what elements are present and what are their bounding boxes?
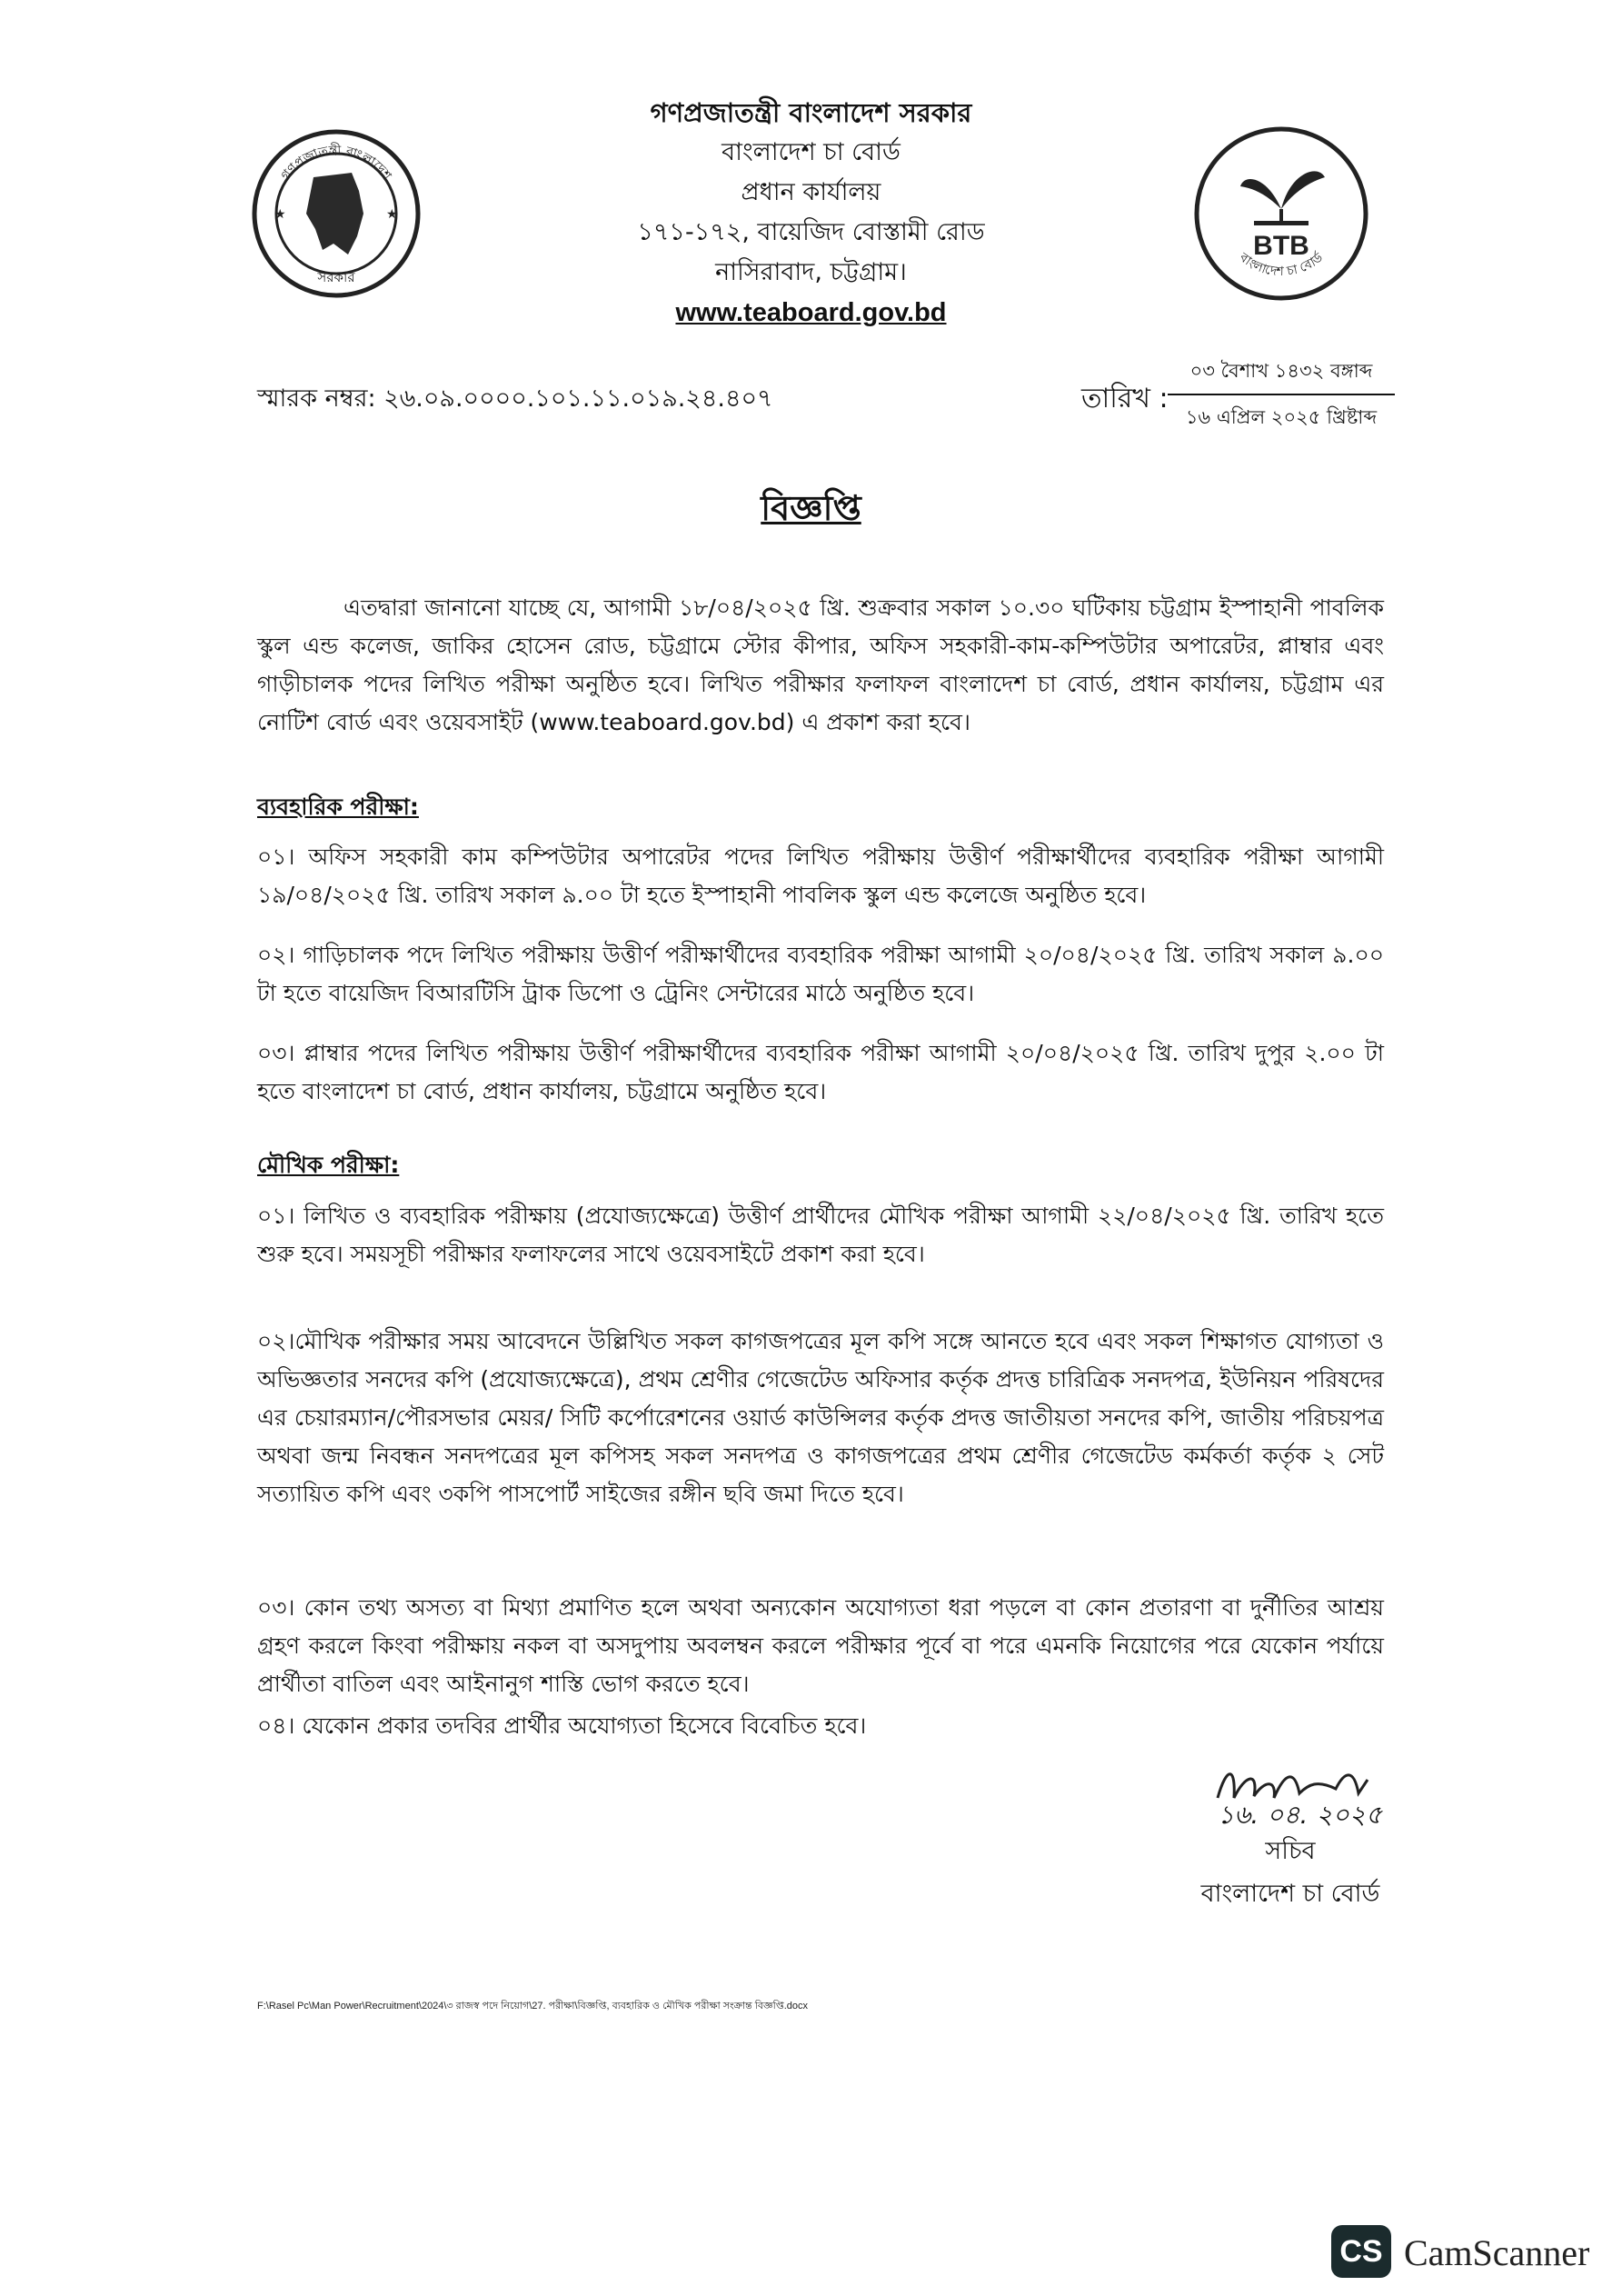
viva-item-4: ০৪। যেকোন প্রকার তদবির প্রার্থীর অযোগ্যতা হিসেবে বিবেচিত হবে। — [257, 1712, 867, 1739]
practical-item-1: ০১। অফিস সহকারী কাম কম্পিউটার অপারেটর পদের লিখিত পরীক্ষায় উত্তীর্ণ পরীক্ষার্থীদের ব্যবহারিক পরীক্ষা আগামী ১৯/০৪/২০২৫ খ্রি. তারিখ সকাল ৯.০০ টা হতে ইস্পাহানী পাবলিক স্কুল এন্ড কলেজে অনুষ্ঠিত হবে। — [257, 844, 1384, 908]
viva-item-2: ০২।মৌখিক পরীক্ষার সময় আবেদনে উল্লিখিত সকল কাগজপত্রের মূল কপি সঙ্গে আনতে হবে এবং সকল শিক্ষাগত যোগ্যতা ও অভিজ্ঞতার সনদের কপি (প্রযোজ্যক্ষেত্রে), প্রথম শ্রেণীর গেজেটেড অফিসার কর্তৃক প্রদত্ত চারিত্রিক সনদপত্র, ইউনিয়ন পরিষদের এর চেয়ারম্যান/পৌরসভার মেয়র/ সিটি কর্পোরেশনের ওয়ার্ড কাউন্সিলর কর্তৃক প্রদত্ত জাতীয়তা সনদের কপি, জাতীয় পরিচয়পত্র অথবা জন্ম নিবন্ধন সনদপত্রের মূল কপিসহ সকল সনদপত্র ও কাগজপত্রের প্রথম শ্রেণীর গেজেটেড কর্মকর্তা কর্তৃক ২ সেট সত্যায়িত কপি এবং ৩কপি পাসপোর্ট সাইজের রঙ্গীন ছবি জমা দিতে হবে। — [257, 1328, 1384, 1507]
date-block — [1168, 356, 1395, 434]
viva-item-1: ০১। লিখিত ও ব্যবহারিক পরীক্ষায় (প্রযোজ্যক্ষেত্রে) উত্তীর্ণ প্রার্থীদের মৌখিক পরীক্ষা আগামী ২২/০৪/২০২৫ খ্রি. তারিখ হতে শুরু হবে। সময়সূচী পরীক্ষার ফলাফলের সাথে ওয়েবসাইটে প্রকাশ করা হবে। — [257, 1203, 1384, 1267]
tea-board-logo — [1190, 123, 1363, 295]
city-line: নাসিরাবাদ, চট্টগ্রাম। — [715, 258, 907, 286]
svg-text:BTB: BTB — [1253, 231, 1309, 261]
notice-title: বিজ্ঞপ্তি — [761, 488, 861, 528]
file-path: F:\Rasel Pc\Man Power\Recruitment\2024\৩ রাজস্ব পদে নিয়োগ\27. পরীক্ষা\বিজ্ঞপ্তি, ব্যবহারিক ও মৌখিক পরীক্ষা সংক্রান্ত বিজ্ঞপ্তি.docx — [257, 2001, 809, 2011]
government-name: গণপ্রজাতন্ত্রী বাংলাদেশ সরকার — [650, 97, 972, 128]
svg-text:★: ★ — [274, 207, 286, 222]
signatory-designation: সচিব — [1265, 1837, 1316, 1865]
viva-item-3: ০৩। কোন তথ্য অসত্য বা মিথ্যা প্রমাণিত হলে অথবা অন্যকোন অযোগ্যতা ধরা পড়লে বা কোন প্রতারণা বা দুর্নীতির আশ্রয় গ্রহণ করলে কিংবা পরীক্ষায় নকল বা অসদুপায় অবলম্বন করলে পরীক্ষার পূর্বে বা পরে এমনকি নিয়োগের পরে যেকোন পর্যায়ে প্রার্থীতা বাতিল এবং আইনানুগ শাস্তি ভোগ করতে হবে। — [257, 1594, 1384, 1697]
address-line: ১৭১-১৭২, বায়েজিদ বোস্তামী রোড — [637, 218, 985, 246]
signature-date: ১৬. ০৪. ২০২৫ — [1218, 1800, 1383, 1830]
signatory-office: বাংলাদেশ চা বোর্ড — [1200, 1880, 1380, 1908]
website-link[interactable]: www.teaboard.gov.bd — [675, 298, 947, 327]
viva-heading: মৌখিক পরীক্ষা: — [257, 1152, 400, 1178]
intro-paragraph: এতদ্বারা জানানো যাচ্ছে যে, আগামী ১৮/০৪/২০২৫ খ্রি. শুক্রবার সকাল ১০.৩০ ঘটিকায় চট্টগ্রাম ইস্পাহানী পাবলিক স্কুল এন্ড কলেজ, জাকির হোসেন রোড, চট্টগ্রামে স্টোর কীপার, অফিস সহকারী-কাম-কম্পিউটার অপারেটর, প্লাম্বার এবং গাড়ীচালক পদের লিখিত পরীক্ষা অনুষ্ঠিত হবে। লিখিত পরীক্ষার ফলাফল বাংলাদেশ চা বোর্ড, প্রধান কার্যালয়, চট্টগ্রাম এর নোটিশ বোর্ড এবং ওয়েবসাইট (www.teaboard.gov.bd) এ প্রকাশ করা হবে। — [257, 594, 1384, 735]
seal-top-text: গণপ্রজাতন্ত্রী বাংলাদেশ — [278, 143, 394, 184]
notice-title-wrap — [0, 482, 1622, 540]
date-english: ১৬ এপ্রিল ২০২৫ খ্রিষ্টাব্দ — [1185, 406, 1378, 428]
svg-text:★: ★ — [386, 207, 398, 222]
memo-number: স্মারক নম্বর: ২৬.০৯.০০০০.১০১.১১.০১৯.২৪.৪০৭ — [257, 384, 773, 413]
seal-bottom-text: সরকার — [317, 269, 355, 285]
practical-item-2: ০২। গাড়িচালক পদে লিখিত পরীক্ষায় উত্তীর্ণ পরীক্ষার্থীদের ব্যবহারিক পরীক্ষা আগামী ২০/০৪/২০২৫ খ্রি. তারিখ সকাল ৯.০০ টা হতে বায়েজিদ বিআরটিসি ট্রাক ডিপো ও ট্রেনিং সেন্টারের মাঠে অনুষ্ঠিত হবে। — [257, 942, 1384, 1006]
date-label: তারিখ : — [1081, 383, 1169, 414]
practical-heading: ব্যবহারিক পরীক্ষা: — [257, 794, 419, 820]
tea-board-seal-text: বাংলাদেশ চা বোর্ড — [1236, 250, 1327, 280]
camscanner-name: CamScanner — [1404, 2232, 1590, 2273]
letterhead — [509, 93, 1113, 333]
practical-item-3: ০৩। প্লাম্বার পদের লিখিত পরীক্ষায় উত্তীর্ণ পরীক্ষার্থীদের ব্যবহারিক পরীক্ষা আগামী ২০/০৪/২০২৫ খ্রি. তারিখ দুপুর ২.০০ টা হতে বাংলাদেশ চা বোর্ড, প্রধান কার্যালয়, চট্টগ্রামে অনুষ্ঠিত হবে। — [257, 1040, 1384, 1104]
camscanner-logo-icon: CS — [1331, 2225, 1391, 2278]
government-seal — [250, 127, 423, 300]
office-name: প্রধান কার্যালয় — [741, 178, 881, 206]
organization-name: বাংলাদেশ চা বোর্ড — [721, 138, 901, 166]
date-bangla: ০৩ বৈশাখ ১৪৩২ বঙ্গাব্দ — [1168, 356, 1395, 395]
